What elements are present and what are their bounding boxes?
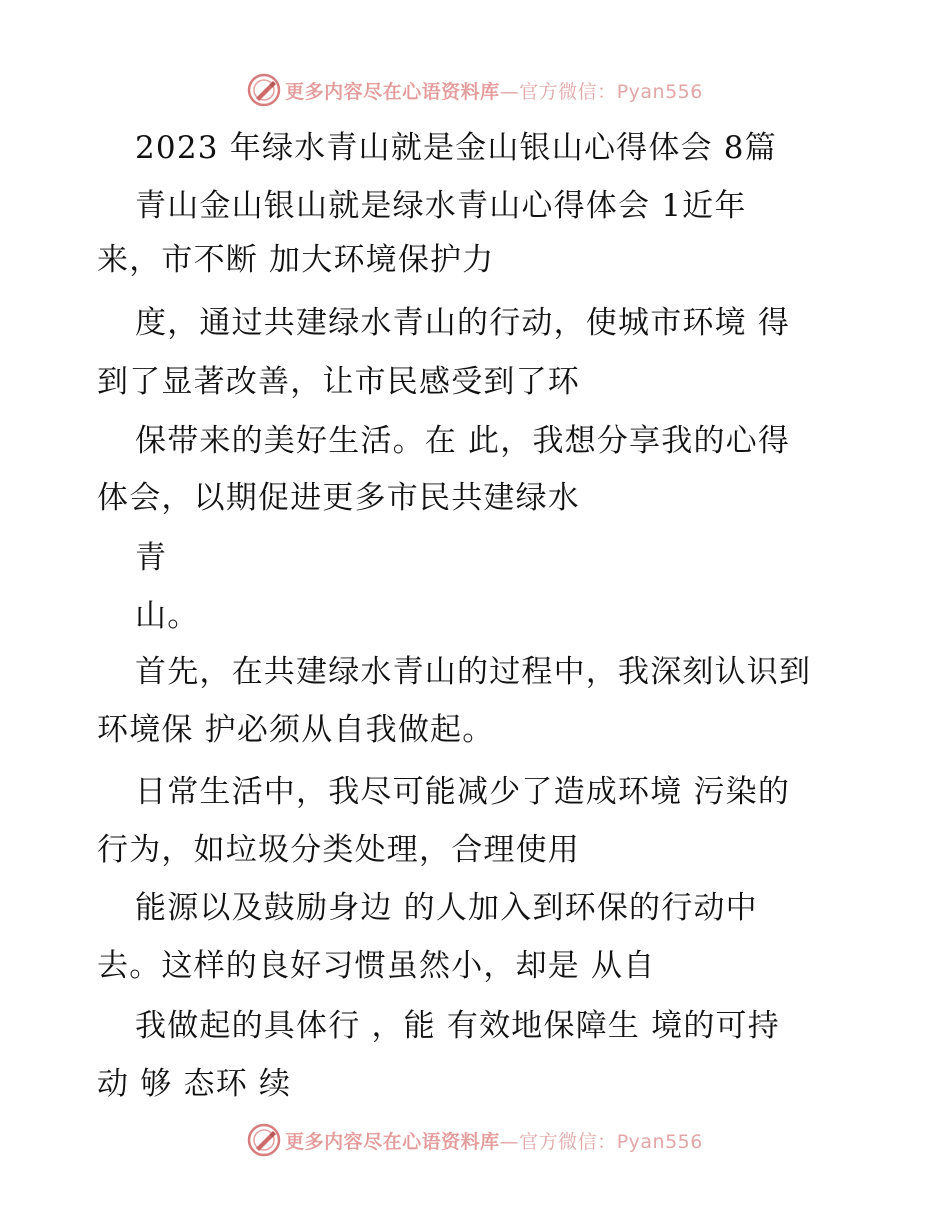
text-line: 首先，在共建绿水青山的过程中，我深刻认识到 xyxy=(135,654,812,690)
pen-logo-icon xyxy=(247,73,281,107)
text-line: 到了显著改善，让市民感受到了环 xyxy=(97,364,580,400)
watermark-label: 官方微信： xyxy=(519,1130,617,1153)
text-line: 来，市不断 加大环境保护力 xyxy=(97,242,495,278)
text-line: 日常生活中，我尽可能减少了造成环境 污染的 xyxy=(135,774,791,810)
watermark-id: Pyan556 xyxy=(616,1130,703,1153)
header-watermark xyxy=(0,70,950,110)
text-line: 行为，如垃圾分类处理，合理使用 xyxy=(97,832,580,868)
watermark-label: 官方微信： xyxy=(519,80,617,103)
text-line: 青山金山银山就是绿水青山心得体会 1近年 xyxy=(135,188,747,224)
watermark-main: 更多内容尽在心语资料库 xyxy=(285,80,500,103)
text-line: 体会，以期促进更多市民共建绿水 xyxy=(97,480,580,516)
watermark-sep: — xyxy=(499,80,520,103)
watermark-main: 更多内容尽在心语资料库 xyxy=(285,1130,500,1153)
text-line: 环境保 护必须从自我做起。 xyxy=(97,712,495,748)
footer-watermark xyxy=(0,1120,950,1160)
text-line: 能源以及鼓励身边 的人加入到环保的行动中 xyxy=(135,890,758,926)
text-line: 度，通过共建绿水青山的行动，使城市环境 得 xyxy=(135,305,791,341)
text-line: 我做起的具体行 ，能 有效地保障生 境的可持 xyxy=(135,1008,780,1044)
watermark-sep: — xyxy=(499,1130,520,1153)
watermark-id: Pyan556 xyxy=(616,80,703,103)
text-line: 保带来的美好生活。在 此，我想分享我的心得 xyxy=(135,423,791,459)
pen-logo-icon xyxy=(247,1123,281,1157)
text-line: 去。这样的良好习惯虽然小，却是 从自 xyxy=(97,948,656,984)
watermark-text xyxy=(285,1127,703,1154)
text-line: 山。 xyxy=(135,598,200,634)
text-line: 青 xyxy=(135,540,168,576)
doc-title: 2023 年绿水青山就是金山银山心得体会 8篇 xyxy=(135,130,777,166)
watermark-text xyxy=(285,77,703,104)
text-line: 动 够 态环 续 xyxy=(97,1066,292,1102)
